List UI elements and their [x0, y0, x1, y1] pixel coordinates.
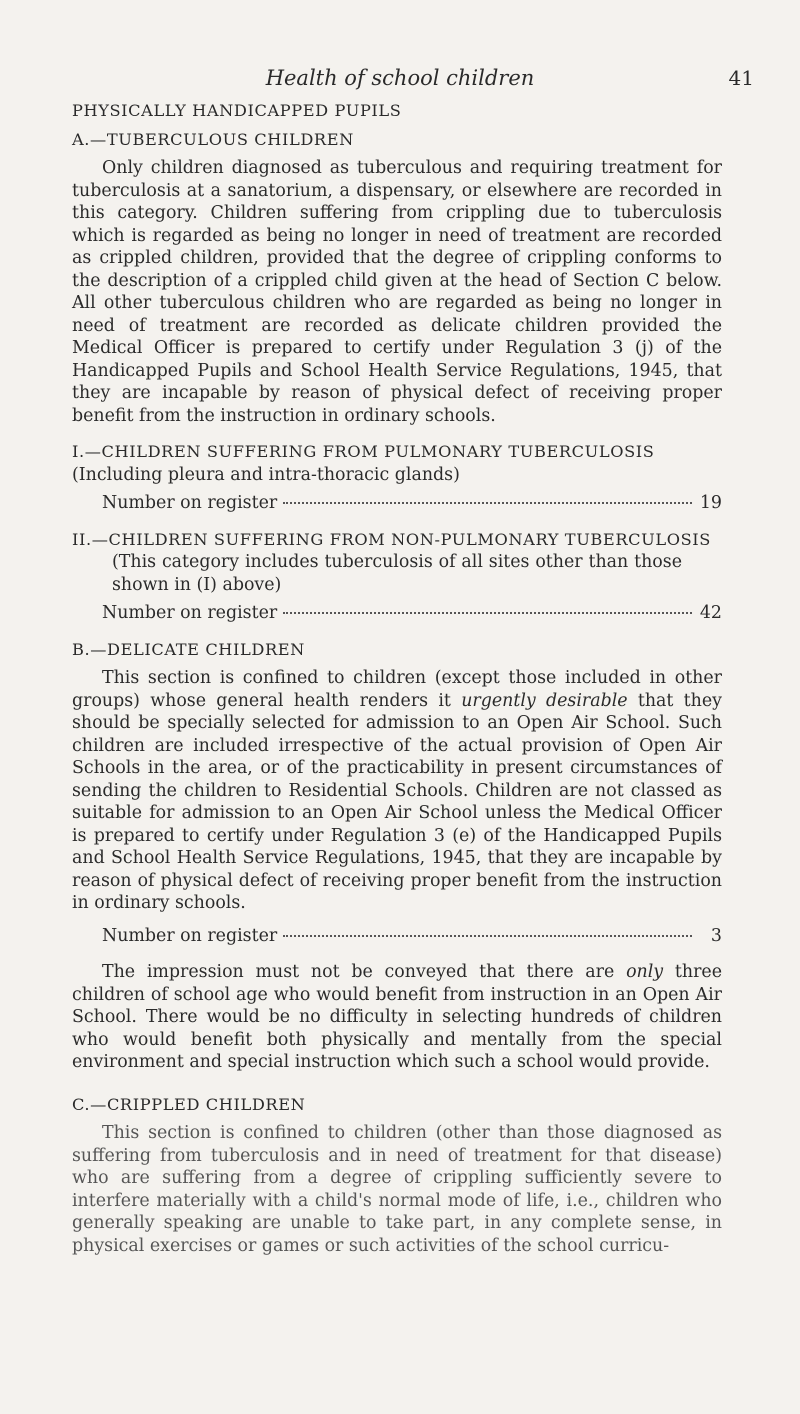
- text-run: The impression must not be conveyed that there are: [102, 962, 627, 982]
- paragraph-delicate-children: [72, 667, 722, 915]
- dot-leader: [283, 502, 692, 504]
- dot-leader: [283, 612, 692, 614]
- dot-leader: [283, 935, 692, 937]
- register-label: Number on register: [102, 493, 278, 513]
- register-label: Number on register: [102, 603, 278, 623]
- register-value: 3: [710, 925, 722, 946]
- register-count-non-pulmonary: [102, 602, 722, 625]
- heading-tuberculous-children: A.—TUBERCULOUS CHILDREN: [72, 129, 354, 149]
- register-value: 42: [699, 603, 722, 623]
- text-run: that they should be specially selected for admission to an Open Air School. Such children are included irrespective of the actual provision of Open Air Schools in the area, or of the practicability in present circumstances of sending the children to Residential Schools. Children are not classed as suitable for admission to an Open Air School unless the Medical Officer is prepared to certify under Regulation 3 (e) of the Handicapped Pupils and School Health Service Regulations, 1945, that they are incapable by reason of physical defect of receiving proper benefit from the instruction in ordinary schools.: [72, 690, 722, 913]
- subheading-non-pulmonary-tuberculosis: (This category includes tuberculosis of all sites other than those shown in (I) above): [112, 552, 682, 595]
- page-body: [72, 100, 722, 1257]
- emphasis-text: only: [626, 962, 664, 982]
- paragraph-open-air-note: [72, 961, 722, 1074]
- heading-delicate-children: B.—DELICATE CHILDREN: [72, 639, 305, 659]
- register-count-pulmonary: [102, 492, 722, 515]
- paragraph-tuberculous-children: Only children diagnosed as tuberculous and requiring treatment for tuberculosis at a sanatorium, a dispensary, or elsewhere are recorded in this category. Children suffering from crippling due to tuberculosis which is regarded as being no longer in need of treatment are recorded as crippled children, provided that the degree of crippling conforms to the description of a crippled child given at the head of Section C below. All other tuberculous children who are regarded as being no longer in need of treatment are recorded as delicate children provided the Medical Officer is prepared to certify under Regulation 3 (j) of the Handicapped Pupils and School Health Service Regulations, 1945, that they are incapable by reason of physical defect of receiving proper benefit from the instruction in ordinary schools.: [72, 158, 722, 426]
- running-head: [0, 66, 800, 96]
- paragraph-crippled-children: This section is confined to children (other than those diagnosed as suffering from tuberculosis and in need of treatment for that disease) who are suffering from a degree of crippling sufficiently severe to interfere materially with a child's normal mode of life, i.e., children who generally speaking are unable to take part, in any complete sense, in physical exercises or games or such activities of the school curricu-: [72, 1123, 722, 1256]
- heading-crippled-children: C.—CRIPPLED CHILDREN: [72, 1094, 306, 1114]
- heading-pulmonary-tuberculosis: I.—CHILDREN SUFFERING FROM PULMONARY TUBERCULOSIS: [72, 442, 655, 461]
- register-label: Number on register: [102, 925, 278, 946]
- page-number: 41: [728, 66, 754, 90]
- section-heading: PHYSICALLY HANDICAPPED PUPILS: [72, 101, 402, 120]
- text-run: This section is confined to children (except those included in other groups) whose general health renders it: [72, 668, 722, 711]
- subheading-pulmonary-tuberculosis: (Including pleura and intra-thoracic glands): [72, 464, 460, 485]
- register-value: 19: [699, 493, 722, 513]
- text-run: three children of school age who would benefit from instruction in an Open Air School. There would be no difficulty in selecting hundreds of children who would benefit both physically and mentally from the special environment and special instruction which such a school would provide.: [72, 962, 722, 1072]
- heading-non-pulmonary-tuberculosis: II.—CHILDREN SUFFERING FROM NON-PULMONARY TUBERCULOSIS: [72, 529, 711, 549]
- running-title: Health of school children: [265, 66, 535, 90]
- register-count-delicate: [102, 925, 722, 948]
- emphasis-text: urgently desirable: [461, 690, 628, 711]
